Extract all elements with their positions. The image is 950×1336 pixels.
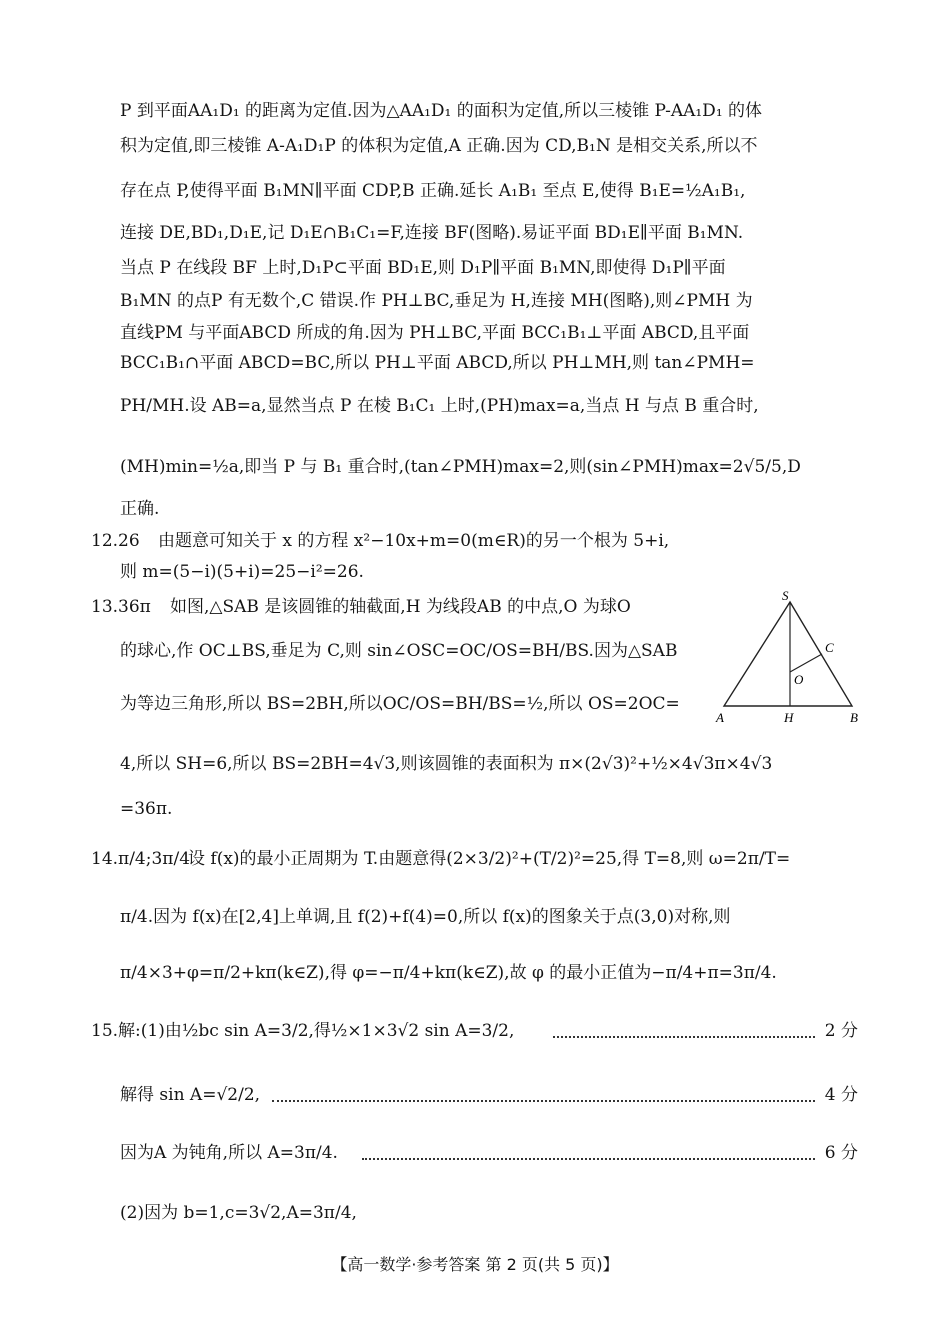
text-line: (2)因为 b=1,c=3√2,A=3π/4,: [120, 1203, 357, 1223]
text-line: 积为定值,即三棱锥 A-A₁D₁P 的体积为定值,A 正确.因为 CD,B₁N 是相交关系,所以不: [120, 136, 758, 156]
segment-oc: [790, 654, 822, 672]
text-line: 如图,△SAB 是该圆锥的轴截面,H 为线段AB 的中点,O 为球O: [170, 597, 631, 617]
text-line: 因为A 为钝角,所以 A=3π/4.: [120, 1143, 338, 1163]
dotted-leader: [272, 1100, 815, 1102]
label-h: H: [784, 710, 794, 725]
dotted-leader: [362, 1158, 815, 1160]
text-line: 连接 DE,BD₁,D₁E,记 D₁E∩B₁C₁=F,连接 BF(图略).易证平面 BD₁E∥平面 B₁MN.: [120, 223, 744, 243]
text-line: 解得 sin A=√2/2,: [120, 1085, 261, 1105]
text-line: 由题意可知关于 x 的方程 x²−10x+m=0(m∈R)的另一个根为 5+i,: [158, 531, 670, 551]
text-line: π/4×3+φ=π/2+kπ(k∈Z),得 φ=−π/4+kπ(k∈Z),故 φ 的最小正值为−π/4+π=3π/4.: [120, 963, 777, 983]
text-line: BCC₁B₁∩平面 ABCD=BC,所以 PH⊥平面 ABCD,所以 PH⊥MH,则 tan∠PMH=: [120, 353, 755, 373]
text-line: 设 f(x)的最小正周期为 T.由题意得(2×3/2)²+(T/2)²=25,得 T=8,则 ω=2π/T=: [188, 849, 791, 869]
label-a: A: [716, 710, 724, 725]
text-line: 15.解:(1)由½bc sin A=3/2,得½×1×3√2 sin A=3/2,: [91, 1021, 515, 1041]
answer-number: 13.36π: [91, 597, 151, 617]
label-c: C: [825, 640, 834, 655]
text-line: =36π.: [120, 799, 173, 819]
text-line: 正确.: [120, 499, 160, 519]
label-o: O: [794, 672, 804, 687]
text-line: (MH)min=½a,即当 P 与 B₁ 重合时,(tan∠PMH)max=2,则(sin∠PMH)max=2√5/5,D: [120, 457, 801, 477]
label-b: B: [850, 710, 858, 725]
text-line: 存在点 P,使得平面 B₁MN∥平面 CDP,B 正确.延长 A₁B₁ 至点 E,使得 B₁E=½A₁B₁,: [120, 181, 746, 201]
text-line: B₁MN 的点P 有无数个,C 错误.作 PH⊥BC,垂足为 H,连接 MH(图略),则∠PMH 为: [120, 291, 753, 311]
text-line: PH/MH.设 AB=a,显然当点 P 在棱 B₁C₁ 上时,(PH)max=a,当点 H 与点 B 重合时,: [120, 396, 759, 416]
page-footer: 【高一数学·参考答案 第 2 页(共 5 页)】: [331, 1255, 619, 1274]
answer-number: 14.π/4;3π/4: [91, 849, 191, 869]
dotted-leader: [553, 1036, 815, 1038]
score-points: 4 分: [824, 1085, 858, 1105]
text-line: 4,所以 SH=6,所以 BS=2BH=4√3,则该圆锥的表面积为 π×(2√3)²+½×4√3π×4√3: [120, 754, 773, 774]
text-line: π/4.因为 f(x)在[2,4]上单调,且 f(2)+f(4)=0,所以 f(x)的图象关于点(3,0)对称,则: [120, 907, 731, 927]
answer-number: 12.26: [91, 531, 140, 551]
text-line: 则 m=(5−i)(5+i)=25−i²=26.: [120, 562, 364, 582]
cone-cross-section-figure: [710, 588, 870, 738]
text-line: P 到平面AA₁D₁ 的距离为定值.因为△AA₁D₁ 的面积为定值,所以三棱锥 P-AA₁D₁ 的体: [120, 101, 763, 121]
text-line: 当点 P 在线段 BF 上时,D₁P⊂平面 BD₁E,则 D₁P∥平面 B₁MN,即使得 D₁P∥平面: [120, 258, 726, 278]
text-line: 直线PM 与平面ABCD 所成的角.因为 PH⊥BC,平面 BCC₁B₁⊥平面 ABCD,且平面: [120, 323, 750, 343]
text-line: 为等边三角形,所以 BS=2BH,所以OC/OS=BH/BS=½,所以 OS=2OC=: [120, 694, 680, 714]
score-points: 6 分: [824, 1143, 858, 1163]
text-line: 的球心,作 OC⊥BS,垂足为 C,则 sin∠OSC=OC/OS=BH/BS.因为△SAB: [120, 641, 678, 661]
label-s: S: [782, 588, 789, 603]
score-points: 2 分: [824, 1021, 858, 1041]
